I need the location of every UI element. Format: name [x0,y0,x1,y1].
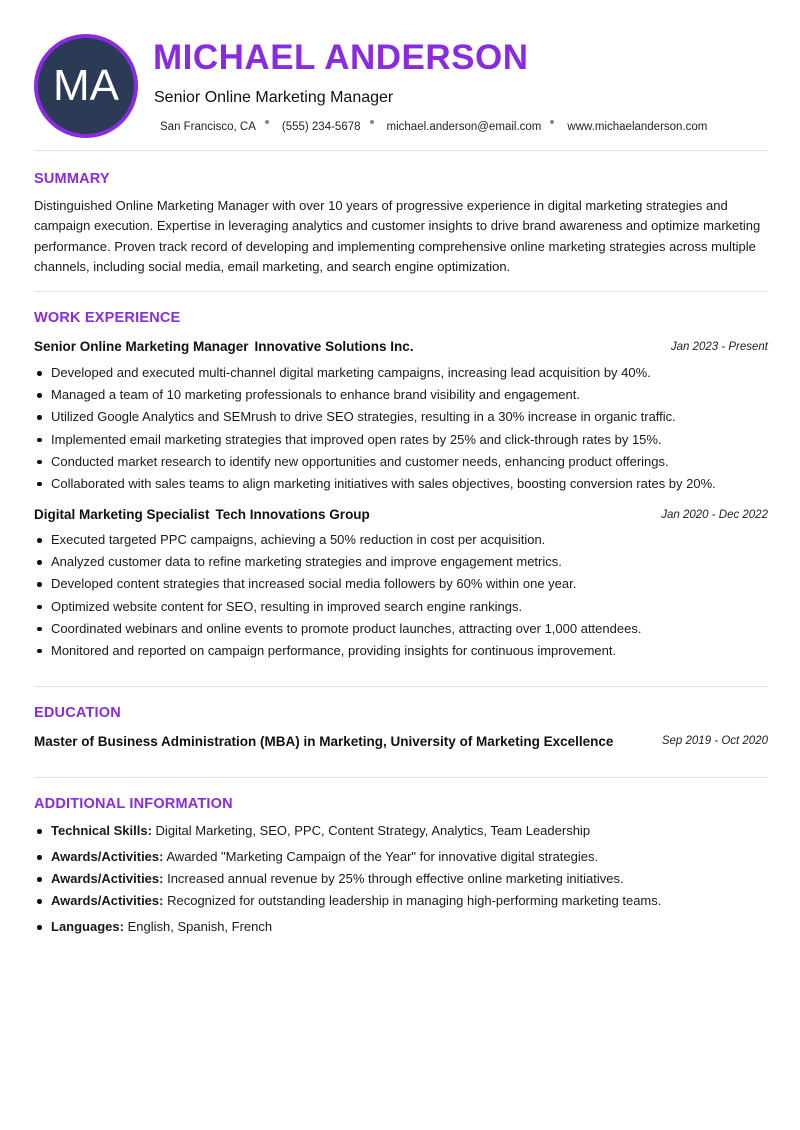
separator-dot [550,120,554,124]
list-item: Developed content strategies that increased social media followers by 60% within one year. [34,576,768,598]
info-text: English, Spanish, French [127,919,273,934]
contact-line [160,121,707,133]
job-dates: Jan 2023 - Present [670,341,768,353]
info-label: Awards/Activities: [51,893,164,908]
list-item: Collaborated with sales teams to align marketing initiatives with sales objectives, boosting conversion rates by 20%. [34,476,768,498]
education-dates: Sep 2019 - Oct 2020 [661,735,768,747]
job-dates: Jan 2020 - Dec 2022 [661,509,768,521]
info-label: Technical Skills: [51,823,152,838]
divider [34,686,768,687]
list-item: Developed and executed multi-channel digital marketing campaigns, increasing lead acquisition by 40%. [34,365,768,387]
education-heading: EDUCATION [34,705,121,721]
additional-list [34,823,768,941]
list-item [34,849,768,871]
list-item: Coordinated webinars and online events to promote product launches, attracting over 1,000 attendees. [34,621,768,643]
job-heading [34,339,768,354]
separator-dot [370,120,374,124]
resume-header [34,34,768,138]
contact-location: San Francisco, CA [160,121,256,133]
job-bullets [34,532,768,665]
contact-phone: (555) 234-5678 [281,121,361,133]
list-item: Conducted market research to identify new opportunities and customer needs, enhancing product offerings. [34,454,768,476]
info-text: Digital Marketing, SEO, PPC, Content Strategy, Analytics, Team Leadership [155,823,591,838]
list-item [34,919,768,941]
education-degree: Master of Business Administration (MBA) in Marketing, University of Marketing Excellence [34,734,614,749]
list-item: Analyzed customer data to refine marketing strategies and improve engagement metrics. [34,554,768,576]
job-bullets [34,365,768,498]
list-item [34,871,768,893]
list-item: Managed a team of 10 marketing professionals to enhance brand visibility and engagement. [34,387,768,409]
info-text: Awarded "Marketing Campaign of the Year" for innovative digital strategies. [166,849,599,864]
info-label: Awards/Activities: [51,871,164,886]
list-item: Optimized website content for SEO, resulting in improved search engine rankings. [34,599,768,621]
job-heading [34,507,768,522]
list-item [34,823,768,849]
list-item: Executed targeted PPC campaigns, achieving a 50% reduction in cost per acquisition. [34,532,768,554]
list-item [34,893,768,919]
list-item: Utilized Google Analytics and SEMrush to drive SEO strategies, resulting in a 30% increase in organic traffic. [34,409,768,431]
separator-dot [265,120,269,124]
job-title: Digital Marketing Specialist [34,507,210,522]
info-label: Awards/Activities: [51,849,164,864]
info-text: Increased annual revenue by 25% through effective online marketing initiatives. [167,871,624,886]
summary-heading: SUMMARY [34,171,110,187]
info-text: Recognized for outstanding leadership in managing high-performing marketing teams. [167,893,662,908]
candidate-title: Senior Online Marketing Manager [154,89,394,106]
summary-text: Distinguished Online Marketing Manager with over 10 years of progressive experience in digital marketing strategies and campaign execution. Expertise in leveraging analytics and customer insights to drive brand awareness and optimize marketing performance. Proven track record of developing and implementing comprehensive online marketing strategies across multiple channels, including social media, email marketing, and search engine optimization. [34,198,761,274]
divider [34,777,768,778]
contact-website[interactable]: www.michaelanderson.com [567,121,708,133]
list-item: Monitored and reported on campaign performance, providing insights for continuous improvement. [34,643,768,665]
candidate-name: MICHAEL ANDERSON [153,38,529,77]
job-company: Innovative Solutions Inc. [254,339,414,354]
experience-heading: WORK EXPERIENCE [34,310,181,326]
additional-heading: ADDITIONAL INFORMATION [34,796,233,812]
divider [34,291,768,292]
avatar-initials: MA [53,61,119,110]
job-title: Senior Online Marketing Manager [34,339,249,354]
info-label: Languages: [51,919,124,934]
contact-email[interactable]: michael.anderson@email.com [386,121,542,133]
avatar [34,34,138,138]
list-item: Implemented email marketing strategies that improved open rates by 25% and click-through rates by 15%. [34,432,768,454]
divider [34,150,768,151]
job-company: Tech Innovations Group [215,507,370,522]
